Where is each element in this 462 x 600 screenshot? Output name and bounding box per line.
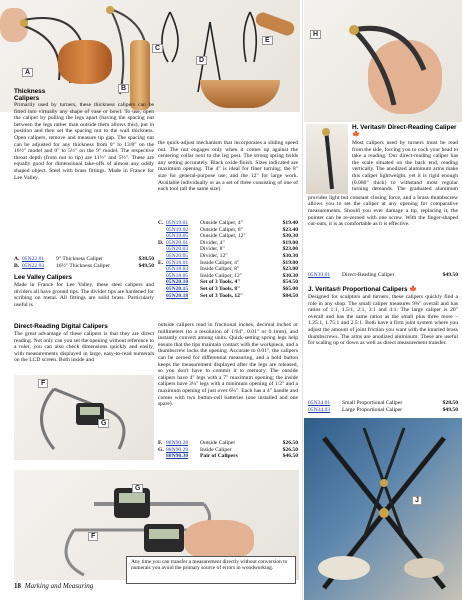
item-desc: Set of 3 Tools, 8": [200, 285, 241, 292]
item-price: $84.50: [282, 292, 298, 299]
item-code[interactable]: 05N18.03: [166, 266, 189, 273]
veritas-direct-title: [352, 124, 460, 138]
veritas-direct-body-full: [308, 194, 458, 274]
photo-label-c: C: [152, 44, 163, 53]
proportional-caliper-illustration: [304, 418, 462, 600]
item-code[interactable]: 05N22.01: [22, 256, 45, 262]
item-code[interactable]: 05N20.18: [166, 292, 189, 299]
lee-valley-calipers-title: Lee Valley Calipers: [14, 274, 72, 281]
direct-reading-side-photo: [306, 124, 348, 194]
product-row: [158, 240, 298, 247]
product-row: [158, 447, 298, 454]
direct-reading-caliper-illustration: [324, 10, 444, 110]
item-id: [158, 293, 166, 300]
product-row: [158, 227, 298, 234]
item-code[interactable]: 05N20.01: [166, 239, 189, 246]
turned-spindle-illustration: [130, 40, 150, 110]
item-code[interactable]: 05N22.03: [22, 262, 45, 269]
digital-calipers-items: [158, 440, 298, 460]
veritas-proportional-items: [308, 400, 458, 413]
item-id: A.: [14, 256, 20, 262]
tip-text: Any time you can transfer a measurement directly without conversion to numerals you avoid the primary source of errors in woodworking.: [131, 559, 288, 572]
item-price: $26.50: [282, 446, 298, 453]
lee-valley-calipers-items: [158, 220, 298, 299]
item-id: [158, 233, 166, 240]
item-price: $49.50: [138, 262, 154, 269]
product-row: [14, 256, 154, 263]
item-desc: Pair of Calipers: [200, 453, 238, 460]
item-price: $19.40: [282, 220, 298, 226]
item-price: $30.30: [282, 233, 298, 240]
product-row: [158, 253, 298, 260]
item-price: $19.00: [282, 239, 298, 246]
product-row: [158, 293, 298, 300]
thickness-calipers-items: [14, 256, 154, 269]
item-code[interactable]: 05N18.01: [166, 259, 189, 266]
item-price: $28.50: [442, 400, 458, 406]
item-desc: Outside Caliper, 4": [200, 220, 243, 226]
item-desc: Divider, 8": [200, 246, 225, 253]
wood-bowl-illustration: [200, 80, 280, 108]
product-row: [158, 266, 298, 273]
item-price: $38.50: [138, 256, 154, 262]
item-price: $30.30: [282, 272, 298, 279]
item-code[interactable]: 05N18.05: [166, 272, 189, 279]
item-desc: Inside Caliper: [200, 446, 232, 453]
hand-illustration: [184, 520, 254, 560]
item-code[interactable]: 05N19.02: [166, 226, 189, 233]
product-row: [158, 453, 298, 460]
item-desc: Inside Caliper, 8": [200, 266, 240, 273]
item-price: $30.30: [282, 252, 298, 259]
item-id: [158, 253, 166, 260]
item-code[interactable]: 88N90.29: [166, 446, 189, 453]
product-row: [308, 407, 458, 414]
thickness-calipers-body: Primarily used by turners, these thickness calipers can be fitted into virtually any shape of vase or bowl. To use, open the caliper by pulling the legs apart (having the spacing nut between the legs rather than outside them allows this), put in position and then set the spacing nut to the wall thickness. Open calipers, remove and measure tip gap. The spacing nut can be adjusted for any thickness from 0" to 13/8" on the 16½" model and 0" to 5½" on the 9" model. The respective throat depth (from nut to tip) are 11½" and 5½". These are equally good for dimensional take-offs of almost any oddly shaped object. Steel with brass fittings. Made in France for Lee Valley.: [14, 102, 154, 181]
item-price: $23.40: [282, 226, 298, 233]
column-divider: [302, 0, 303, 600]
product-row: [158, 220, 298, 227]
veritas-direct-body-cont: provides light but constant closing force, and a brass thumbscrew allows you to set the caliper at any opening for comparative measurements. Should you ever damage a tip, replacing it, the pointer can be re-zeroed with one screw. With the finger-shaped cut-outs, it is as comfortable as it is effective.: [308, 194, 458, 228]
product-row: [158, 273, 298, 280]
item-code[interactable]: 88N90.30: [166, 453, 189, 460]
photo-proportional-calipers: [304, 418, 462, 600]
item-code[interactable]: 05N34.01: [308, 400, 331, 406]
product-row: [308, 272, 458, 279]
digital-calipers-body-cont: outside calipers read in fractional inches, decimal inches or millimeters (to a resolution of 1/64", 0.01" or 0.1mm), and instantly convert among units. Quick-setting spring legs help ensure that the tips maintain contact with the workpiece, and a thumbscrew locks the opening. Accurate to 0.01", the calipers can be zeroed for differential measuring, and a hold button keeps the measurement displayed after the legs are released, so you don't have to commit it to memory. The outside calipers have 4" legs with a 7" maximum opening; the inside calipers have 3¼" legs with a minimum opening of 1/2" and a maximum opening of just over 6¼". Each has a 4" handle and comes with two button-cell batteries (one installed and one spare).: [158, 322, 298, 408]
veritas-proportional-body: Designed for sculptors and turners, these calipers quickly find a role in any shop. The small caliper measures 9¾" overall and has ratios of 1:1, 1.5:1, 2:1, 3:1 and 4:1. The large caliper is 20" overall and has the same ratios as the small plus three more – 1.25:1, 1.75:1 and 2.5:1. Both have a firm joint system where you adjust the amount of joint friction you want with the knurled brass thumbscrews. The arms are anodized aluminum. These are useful for scaling up or down as well as direct measurement transfer.: [308, 294, 458, 347]
item-code[interactable]: 05N20.10: [166, 279, 189, 286]
item-id: B.: [14, 262, 20, 269]
item-price: $54.50: [282, 279, 298, 286]
item-code[interactable]: 05N20.05: [166, 252, 189, 259]
photo-label-g: G: [98, 419, 109, 428]
item-price: $23.00: [282, 246, 298, 253]
page-footer: [14, 582, 93, 590]
item-id: [158, 286, 166, 293]
product-row: [158, 440, 298, 447]
item-desc: Outside Caliper: [200, 440, 236, 446]
item-desc: Outside Caliper, 12": [200, 233, 246, 240]
product-row: [158, 279, 298, 286]
photo-label-j: J: [412, 496, 422, 505]
product-row: [158, 246, 298, 253]
item-desc: Divider, 4": [200, 239, 225, 246]
photo-label-h: H: [310, 30, 321, 39]
lee-valley-calipers-body-cont: the quick-adjust mechanism that incorporates a sliding speed nut. The nut engages only when it comes up against the centering collar next to the leg post. The strong spring holds any setting accurately. Black oxide finish. Sizes indicated are maximum opening. The 4" is ideal for finer turning; the 8" size for general-purpose use; and the 12" for large work. Available individually or as a set of three consisting of one of each tool (all the same size).: [158, 140, 298, 193]
product-row: [158, 260, 298, 267]
tip-box: [126, 556, 296, 584]
item-code[interactable]: 88N90.28: [166, 440, 189, 446]
item-desc: 9" Thickness Caliper: [56, 256, 103, 262]
item-price: $19.00: [282, 259, 298, 266]
item-desc: Set of 3 Tools, 12": [200, 292, 244, 299]
item-desc: Set of 3 Tools, 4": [200, 279, 241, 286]
photo-label-g-bottom: G: [132, 484, 143, 493]
item-desc: Small Proportional Caliper: [342, 400, 403, 406]
item-price: $46.50: [282, 453, 298, 460]
item-id: [158, 227, 166, 234]
item-code[interactable]: 05N34.03: [308, 406, 331, 413]
item-id: G.: [158, 446, 164, 453]
item-code[interactable]: 05N19.01: [166, 220, 189, 226]
digital-caliper-f-illustration: [24, 379, 144, 457]
photo-label-f: F: [38, 379, 48, 388]
item-desc: Outside Caliper, 8": [200, 226, 243, 233]
item-desc: Inside Caliper, 12": [200, 272, 242, 279]
lee-valley-calipers-body: Made in France for Lee Valley, these steel calipers and dividers all have ground tips. The divider tips are hardened for scribing on metal. All fittings are solid brass. Particularly useful is: [14, 282, 154, 308]
veritas-proportional-title-text: J. Veritas® Proportional Calipers: [308, 286, 408, 293]
item-id: [158, 246, 166, 253]
item-price: $65.00: [282, 285, 298, 292]
photo-label-e: E: [262, 36, 273, 45]
product-row: [158, 286, 298, 293]
item-code[interactable]: 05N39.01: [308, 272, 331, 278]
item-desc: Direct-Reading Caliper: [342, 272, 395, 278]
item-id: E.: [158, 259, 164, 266]
item-id: [158, 279, 166, 286]
canada-maple-leaf-icon: 🍁: [352, 131, 360, 139]
item-id: D.: [158, 239, 164, 246]
item-desc: 16½" Thickness Caliper: [56, 262, 110, 269]
item-id: [158, 266, 166, 273]
item-id: F.: [158, 440, 163, 446]
item-code[interactable]: 05N20.15: [166, 285, 189, 292]
veritas-direct-title-text: H. Veritas® Direct-Reading Caliper: [352, 124, 457, 131]
digital-calipers-title: Direct-Reading Digital Calipers: [14, 323, 108, 330]
item-code[interactable]: 05N19.05: [166, 233, 189, 240]
veritas-proportional-title: [308, 286, 458, 293]
page-number: 18: [14, 582, 21, 590]
item-desc: Divider, 12": [200, 252, 228, 259]
photo-label-d: D: [196, 56, 207, 65]
thickness-calipers-title: Thickness Calipers: [14, 88, 46, 103]
item-id: [158, 453, 166, 460]
item-price: $23.00: [282, 266, 298, 273]
product-row: [308, 400, 458, 407]
digital-calipers-body: The great advantage of these calipers is that they are direct reading. Not only can you set the opening without reference to a ruler, you can also check dimensions quickly and easily, with measurements displayed in large, easy-to-read numerals on the LCD screen. Both inside and: [14, 331, 154, 364]
footer-section: Marking and Measuring: [24, 582, 94, 590]
item-price: $49.50: [442, 272, 458, 278]
photo-direct-reading-caliper: [304, 0, 462, 122]
photo-label-a: A: [22, 68, 33, 77]
item-id: C.: [158, 220, 164, 226]
photo-label-b: B: [118, 84, 129, 93]
item-desc: Inside Caliper, 4": [200, 259, 240, 266]
caliper-scale-illustration: [306, 124, 348, 194]
product-row: [14, 263, 154, 270]
photo-digital-calipers-1: [14, 375, 154, 460]
veritas-direct-body: Most calipers used by turners must be read from the side, forcing you to cock your head to take a reading. Our direct-reading caliper has the scale situated on the back end, reading vertically. The anodized aluminum arms make this caliper lightweight, yet it is rigid enough (0.080" thick) to withstand most regular turning demands. The graduated aluminum: [352, 140, 458, 192]
photo-label-f-bottom: F: [88, 532, 98, 541]
product-row: [158, 233, 298, 240]
item-price: $26.50: [282, 440, 298, 446]
item-id: [158, 273, 166, 280]
item-code[interactable]: 05N20.03: [166, 246, 189, 253]
item-price: $49.50: [442, 406, 458, 413]
item-desc: Large Proportional Caliper: [342, 406, 403, 413]
canada-maple-leaf-icon: 🍁: [409, 286, 418, 293]
